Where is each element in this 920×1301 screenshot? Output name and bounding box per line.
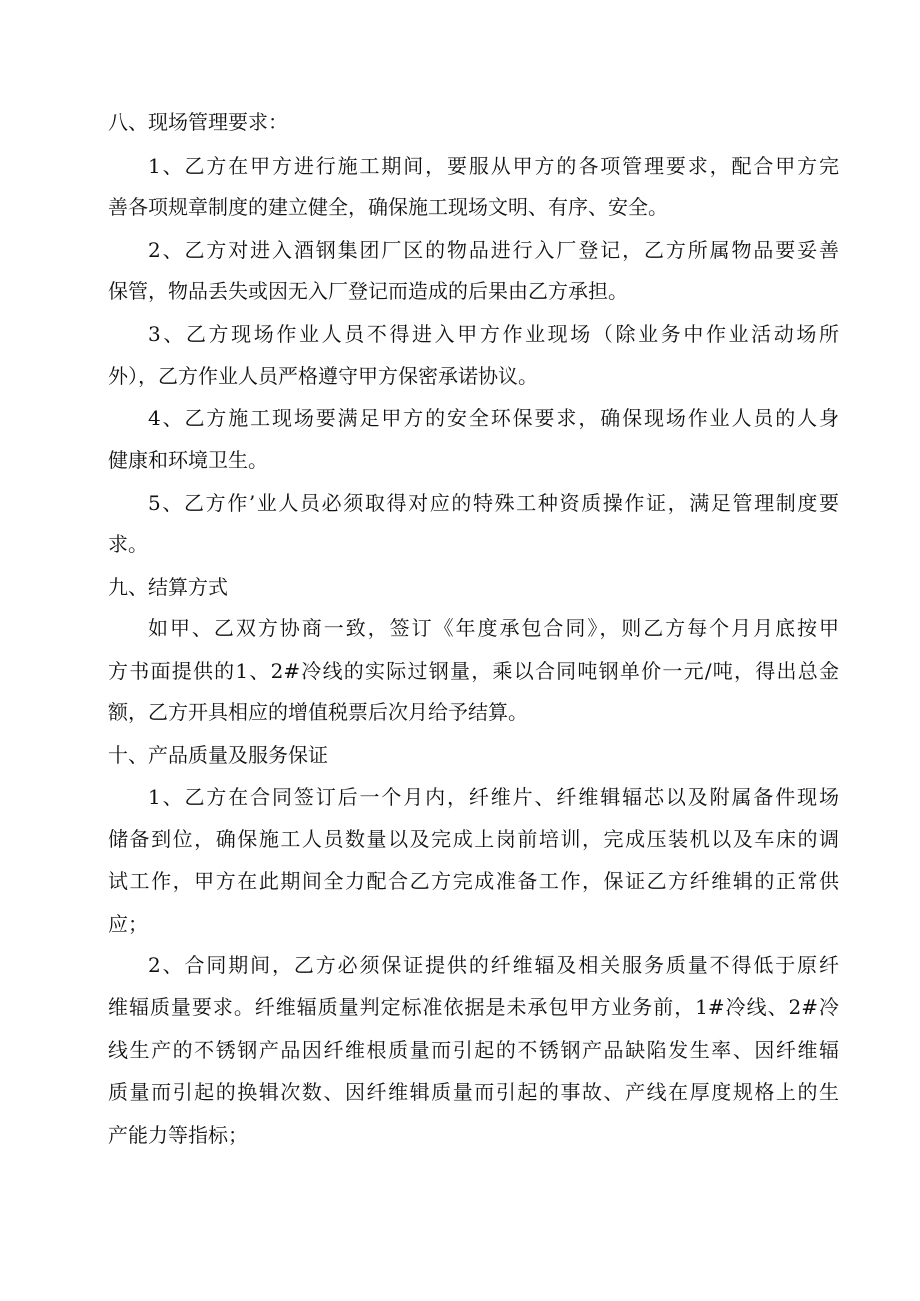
paragraph-line: 4、乙方施工现场要满足甲方的安全环保要求，确保现场作业人员的人身 bbox=[148, 406, 839, 430]
paragraph-line: 方书面提供的1、2#冷线的实际过钢量，乘以合同吨钢单价一元/吨，得出总金 bbox=[108, 659, 839, 683]
paragraph-line: 2、合同期间，乙方必须保证提供的纤维辐及相关服务质量不得低于原纤 bbox=[148, 953, 839, 977]
paragraph-line: 2、乙方对进入酒钢集团厂区的物品进行入厂登记，乙方所属物品要妥善 bbox=[148, 238, 839, 262]
paragraph-line: 试工作，甲方在此期间全力配合乙方完成准备工作，保证乙方纤维辑的正常供 bbox=[108, 869, 839, 893]
section-heading-10: 十、产品质量及服务保证 bbox=[108, 743, 328, 767]
paragraph-line: 维辐质量要求。纤维辐质量判定标准依据是未承包甲方业务前，1#冷线、2#冷 bbox=[108, 995, 839, 1019]
paragraph-line: 保管，物品丢失或因无入厂登记而造成的后果由乙方承担。 bbox=[108, 279, 628, 303]
paragraph-line: 外），乙方作业人员严格遵守甲方保密承诺协议。 bbox=[108, 364, 538, 388]
paragraph-line: 质量而引起的换辑次数、因纤维辑质量而引起的事故、产线在厚度规格上的生 bbox=[108, 1080, 839, 1104]
paragraph-line: 1、乙方在合同签订后一个月内，纤维片、纤维辑辐芯以及附属备件现场 bbox=[148, 785, 839, 809]
paragraph-line: 健康和环境卫生。 bbox=[108, 448, 268, 472]
section-heading-8: 八、现场管理要求： bbox=[108, 110, 288, 134]
paragraph-line: 5、乙方作’业人员必须取得对应的特殊工种资质操作证，满足管理制度要 bbox=[148, 491, 839, 515]
paragraph-line: 额，乙方开具相应的增值税票后次月给予结算。 bbox=[108, 700, 528, 724]
paragraph-line: 应； bbox=[108, 912, 148, 936]
paragraph-line: 求。 bbox=[108, 532, 148, 556]
paragraph-line: 善各项规章制度的建立健全，确保施工现场文明、有序、安全。 bbox=[108, 195, 668, 219]
paragraph-line: 如甲、乙双方协商一致，签订《年度承包合同》，则乙方每个月月底按甲 bbox=[148, 616, 839, 640]
paragraph-line: 1、乙方在甲方进行施工期间，要服从甲方的各项管理要求，配合甲方完 bbox=[148, 154, 839, 178]
paragraph-line: 3、乙方现场作业人员不得进入甲方作业现场（除业务中作业活动场所 bbox=[148, 322, 839, 346]
paragraph-line: 产能力等指标； bbox=[108, 1123, 248, 1147]
paragraph-line: 储备到位，确保施工人员数量以及完成上岗前培训，完成压装机以及车床的调 bbox=[108, 827, 839, 851]
paragraph-line: 线生产的不锈钢产品因纤维根质量而引起的不锈钢产品缺陷发生率、因纤维辐 bbox=[108, 1038, 839, 1062]
section-heading-9: 九、结算方式 bbox=[108, 575, 228, 599]
